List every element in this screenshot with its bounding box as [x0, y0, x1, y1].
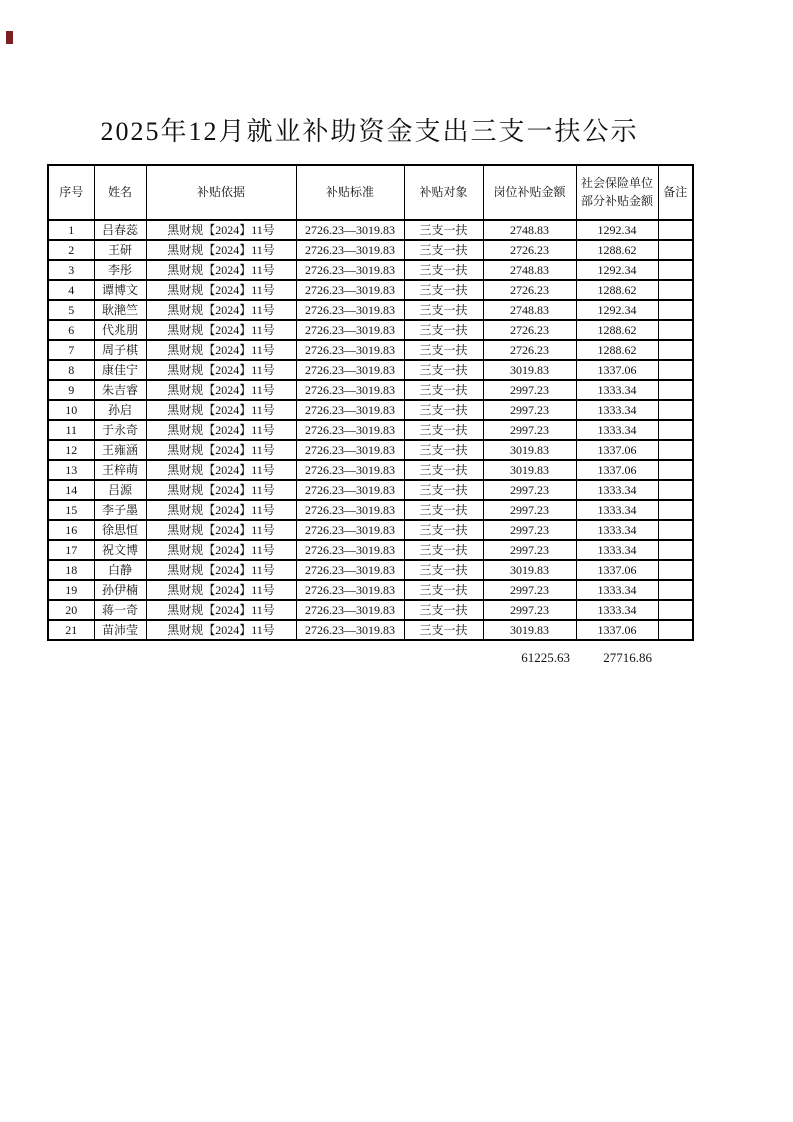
table-row	[48, 220, 693, 240]
cell-name: 王研	[94, 240, 146, 260]
cell-standard: 2726.23—3019.83	[296, 520, 404, 540]
table-row	[48, 520, 693, 540]
cell-no: 13	[48, 460, 94, 480]
cell-insurance_amount: 1333.34	[576, 500, 658, 520]
cell-insurance_amount: 1288.62	[576, 280, 658, 300]
cell-no: 20	[48, 600, 94, 620]
cell-basis: 黑财规【2024】11号	[146, 580, 296, 600]
cell-basis: 黑财规【2024】11号	[146, 460, 296, 480]
cell-insurance_amount: 1333.34	[576, 400, 658, 420]
cell-remark	[658, 360, 693, 380]
cell-name: 白静	[94, 560, 146, 580]
cell-post_amount: 2748.83	[483, 260, 576, 280]
cell-basis: 黑财规【2024】11号	[146, 400, 296, 420]
cell-no: 7	[48, 340, 94, 360]
cell-standard: 2726.23—3019.83	[296, 620, 404, 640]
cell-basis: 黑财规【2024】11号	[146, 500, 296, 520]
cell-standard: 2726.23—3019.83	[296, 260, 404, 280]
cell-insurance_amount: 1288.62	[576, 320, 658, 340]
cell-name: 祝文博	[94, 540, 146, 560]
cell-remark	[658, 580, 693, 600]
cell-target: 三支一扶	[404, 500, 483, 520]
table-row	[48, 380, 693, 400]
cell-no: 8	[48, 360, 94, 380]
cell-no: 3	[48, 260, 94, 280]
cell-target: 三支一扶	[404, 280, 483, 300]
cell-standard: 2726.23—3019.83	[296, 480, 404, 500]
cell-target: 三支一扶	[404, 480, 483, 500]
cell-no: 14	[48, 480, 94, 500]
cell-insurance_amount: 1333.34	[576, 380, 658, 400]
cell-standard: 2726.23—3019.83	[296, 440, 404, 460]
cell-insurance_amount: 1292.34	[576, 300, 658, 320]
header-cell-remark: 备注	[658, 165, 693, 220]
cell-target: 三支一扶	[404, 560, 483, 580]
cell-basis: 黑财规【2024】11号	[146, 440, 296, 460]
header-cell-insurance: 社会保险单位部分补贴金额	[576, 165, 658, 220]
cell-no: 2	[48, 240, 94, 260]
cell-remark	[658, 400, 693, 420]
cell-remark	[658, 280, 693, 300]
cell-basis: 黑财规【2024】11号	[146, 420, 296, 440]
cell-name: 苗沛莹	[94, 620, 146, 640]
table-row	[48, 480, 693, 500]
table-row	[48, 280, 693, 300]
cell-post_amount: 2997.23	[483, 480, 576, 500]
cell-post_amount: 2997.23	[483, 420, 576, 440]
cell-standard: 2726.23—3019.83	[296, 340, 404, 360]
cell-standard: 2726.23—3019.83	[296, 560, 404, 580]
cell-remark	[658, 620, 693, 640]
cell-target: 三支一扶	[404, 420, 483, 440]
cell-name: 吕春蕊	[94, 220, 146, 240]
cell-post_amount: 2997.23	[483, 500, 576, 520]
cell-insurance_amount: 1333.34	[576, 580, 658, 600]
cell-no: 17	[48, 540, 94, 560]
table-row	[48, 240, 693, 260]
cell-no: 10	[48, 400, 94, 420]
cell-remark	[658, 260, 693, 280]
cell-insurance_amount: 1337.06	[576, 620, 658, 640]
cell-no: 5	[48, 300, 94, 320]
table-row	[48, 440, 693, 460]
cell-name: 徐思恒	[94, 520, 146, 540]
subsidy-table	[47, 164, 694, 641]
cell-name: 康佳宁	[94, 360, 146, 380]
cell-name: 蒋一奇	[94, 600, 146, 620]
cell-basis: 黑财规【2024】11号	[146, 560, 296, 580]
cell-standard: 2726.23—3019.83	[296, 420, 404, 440]
cell-standard: 2726.23—3019.83	[296, 280, 404, 300]
cell-no: 6	[48, 320, 94, 340]
cell-basis: 黑财规【2024】11号	[146, 340, 296, 360]
cell-target: 三支一扶	[404, 580, 483, 600]
cell-no: 16	[48, 520, 94, 540]
cell-standard: 2726.23—3019.83	[296, 240, 404, 260]
cell-post_amount: 3019.83	[483, 440, 576, 460]
header-cell-standard: 补贴标准	[296, 165, 404, 220]
cell-remark	[658, 340, 693, 360]
cell-post_amount: 2748.83	[483, 220, 576, 240]
cell-basis: 黑财规【2024】11号	[146, 380, 296, 400]
cell-name: 王梓萌	[94, 460, 146, 480]
cell-target: 三支一扶	[404, 360, 483, 380]
cell-post_amount: 2997.23	[483, 580, 576, 600]
cell-standard: 2726.23—3019.83	[296, 220, 404, 240]
post-subsidy-total: 61225.63	[521, 650, 570, 665]
cell-basis: 黑财规【2024】11号	[146, 600, 296, 620]
cell-no: 4	[48, 280, 94, 300]
cell-target: 三支一扶	[404, 340, 483, 360]
cell-name: 朱吉睿	[94, 380, 146, 400]
cell-basis: 黑财规【2024】11号	[146, 540, 296, 560]
cell-insurance_amount: 1292.34	[576, 220, 658, 240]
cell-name: 李子墨	[94, 500, 146, 520]
cell-target: 三支一扶	[404, 220, 483, 240]
cell-no: 15	[48, 500, 94, 520]
cell-insurance_amount: 1337.06	[576, 460, 658, 480]
table-row	[48, 320, 693, 340]
table-row	[48, 400, 693, 420]
cell-post_amount: 2726.23	[483, 280, 576, 300]
cell-target: 三支一扶	[404, 620, 483, 640]
cell-post_amount: 2997.23	[483, 400, 576, 420]
cell-insurance_amount: 1333.34	[576, 600, 658, 620]
table-row	[48, 420, 693, 440]
cell-name: 王雍涵	[94, 440, 146, 460]
cell-basis: 黑财规【2024】11号	[146, 220, 296, 240]
table-row	[48, 560, 693, 580]
cell-name: 孙启	[94, 400, 146, 420]
cell-no: 19	[48, 580, 94, 600]
cell-standard: 2726.23—3019.83	[296, 300, 404, 320]
cell-remark	[658, 240, 693, 260]
table-row	[48, 460, 693, 480]
cell-remark	[658, 540, 693, 560]
cell-basis: 黑财规【2024】11号	[146, 620, 296, 640]
cell-basis: 黑财规【2024】11号	[146, 300, 296, 320]
cell-post_amount: 3019.83	[483, 360, 576, 380]
cell-remark	[658, 220, 693, 240]
cell-insurance_amount: 1337.06	[576, 560, 658, 580]
table-row	[48, 620, 693, 640]
cell-no: 21	[48, 620, 94, 640]
cell-target: 三支一扶	[404, 320, 483, 340]
table-row	[48, 540, 693, 560]
cell-target: 三支一扶	[404, 300, 483, 320]
cell-target: 三支一扶	[404, 460, 483, 480]
cell-insurance_amount: 1288.62	[576, 340, 658, 360]
cell-remark	[658, 320, 693, 340]
cell-remark	[658, 480, 693, 500]
cell-remark	[658, 420, 693, 440]
cell-standard: 2726.23—3019.83	[296, 580, 404, 600]
header-cell-basis: 补贴依据	[146, 165, 296, 220]
cell-post_amount: 3019.83	[483, 460, 576, 480]
cell-post_amount: 2997.23	[483, 600, 576, 620]
cell-target: 三支一扶	[404, 380, 483, 400]
cell-post_amount: 2726.23	[483, 240, 576, 260]
cell-no: 18	[48, 560, 94, 580]
cell-name: 耿滟竺	[94, 300, 146, 320]
corner-mark	[6, 31, 13, 44]
cell-target: 三支一扶	[404, 520, 483, 540]
cell-standard: 2726.23—3019.83	[296, 460, 404, 480]
cell-target: 三支一扶	[404, 400, 483, 420]
cell-post_amount: 2997.23	[483, 380, 576, 400]
table-row	[48, 300, 693, 320]
cell-post_amount: 2748.83	[483, 300, 576, 320]
cell-target: 三支一扶	[404, 240, 483, 260]
cell-insurance_amount: 1333.34	[576, 420, 658, 440]
cell-target: 三支一扶	[404, 600, 483, 620]
cell-post_amount: 2997.23	[483, 540, 576, 560]
cell-no: 1	[48, 220, 94, 240]
cell-insurance_amount: 1292.34	[576, 260, 658, 280]
header-cell-post: 岗位补贴金额	[483, 165, 576, 220]
table-row	[48, 360, 693, 380]
page-title: 2025年12月就业补助资金支出三支一扶公示	[100, 117, 639, 146]
cell-basis: 黑财规【2024】11号	[146, 260, 296, 280]
cell-standard: 2726.23—3019.83	[296, 400, 404, 420]
cell-no: 12	[48, 440, 94, 460]
cell-insurance_amount: 1333.34	[576, 480, 658, 500]
cell-remark	[658, 600, 693, 620]
cell-post_amount: 2726.23	[483, 320, 576, 340]
cell-remark	[658, 560, 693, 580]
header-row	[48, 165, 693, 220]
cell-basis: 黑财规【2024】11号	[146, 240, 296, 260]
cell-name: 于永奇	[94, 420, 146, 440]
cell-insurance_amount: 1333.34	[576, 520, 658, 540]
cell-no: 9	[48, 380, 94, 400]
cell-remark	[658, 440, 693, 460]
cell-name: 代兆朋	[94, 320, 146, 340]
cell-target: 三支一扶	[404, 540, 483, 560]
cell-name: 吕源	[94, 480, 146, 500]
cell-post_amount: 3019.83	[483, 560, 576, 580]
cell-basis: 黑财规【2024】11号	[146, 360, 296, 380]
cell-remark	[658, 460, 693, 480]
table-row	[48, 260, 693, 280]
cell-remark	[658, 380, 693, 400]
cell-name: 孙伊楠	[94, 580, 146, 600]
cell-basis: 黑财规【2024】11号	[146, 520, 296, 540]
table-row	[48, 600, 693, 620]
header-cell-name: 姓名	[94, 165, 146, 220]
cell-insurance_amount: 1337.06	[576, 440, 658, 460]
table-row	[48, 500, 693, 520]
cell-insurance_amount: 1288.62	[576, 240, 658, 260]
cell-post_amount: 2726.23	[483, 340, 576, 360]
cell-post_amount: 3019.83	[483, 620, 576, 640]
cell-insurance_amount: 1337.06	[576, 360, 658, 380]
totals-row	[47, 650, 692, 666]
cell-standard: 2726.23—3019.83	[296, 600, 404, 620]
cell-standard: 2726.23—3019.83	[296, 320, 404, 340]
cell-basis: 黑财规【2024】11号	[146, 480, 296, 500]
table-row	[48, 340, 693, 360]
cell-remark	[658, 500, 693, 520]
cell-standard: 2726.23—3019.83	[296, 360, 404, 380]
table-row	[48, 580, 693, 600]
cell-basis: 黑财规【2024】11号	[146, 320, 296, 340]
cell-remark	[658, 300, 693, 320]
cell-target: 三支一扶	[404, 440, 483, 460]
cell-standard: 2726.23—3019.83	[296, 540, 404, 560]
cell-basis: 黑财规【2024】11号	[146, 280, 296, 300]
cell-standard: 2726.23—3019.83	[296, 500, 404, 520]
cell-post_amount: 2997.23	[483, 520, 576, 540]
cell-remark	[658, 520, 693, 540]
cell-no: 11	[48, 420, 94, 440]
insurance-subsidy-total: 27716.86	[603, 650, 652, 665]
cell-name: 周子棋	[94, 340, 146, 360]
header-cell-no: 序号	[48, 165, 94, 220]
cell-insurance_amount: 1333.34	[576, 540, 658, 560]
cell-target: 三支一扶	[404, 260, 483, 280]
table-body	[48, 220, 693, 640]
cell-standard: 2726.23—3019.83	[296, 380, 404, 400]
cell-name: 谭博文	[94, 280, 146, 300]
cell-name: 李彤	[94, 260, 146, 280]
header-cell-target: 补贴对象	[404, 165, 483, 220]
